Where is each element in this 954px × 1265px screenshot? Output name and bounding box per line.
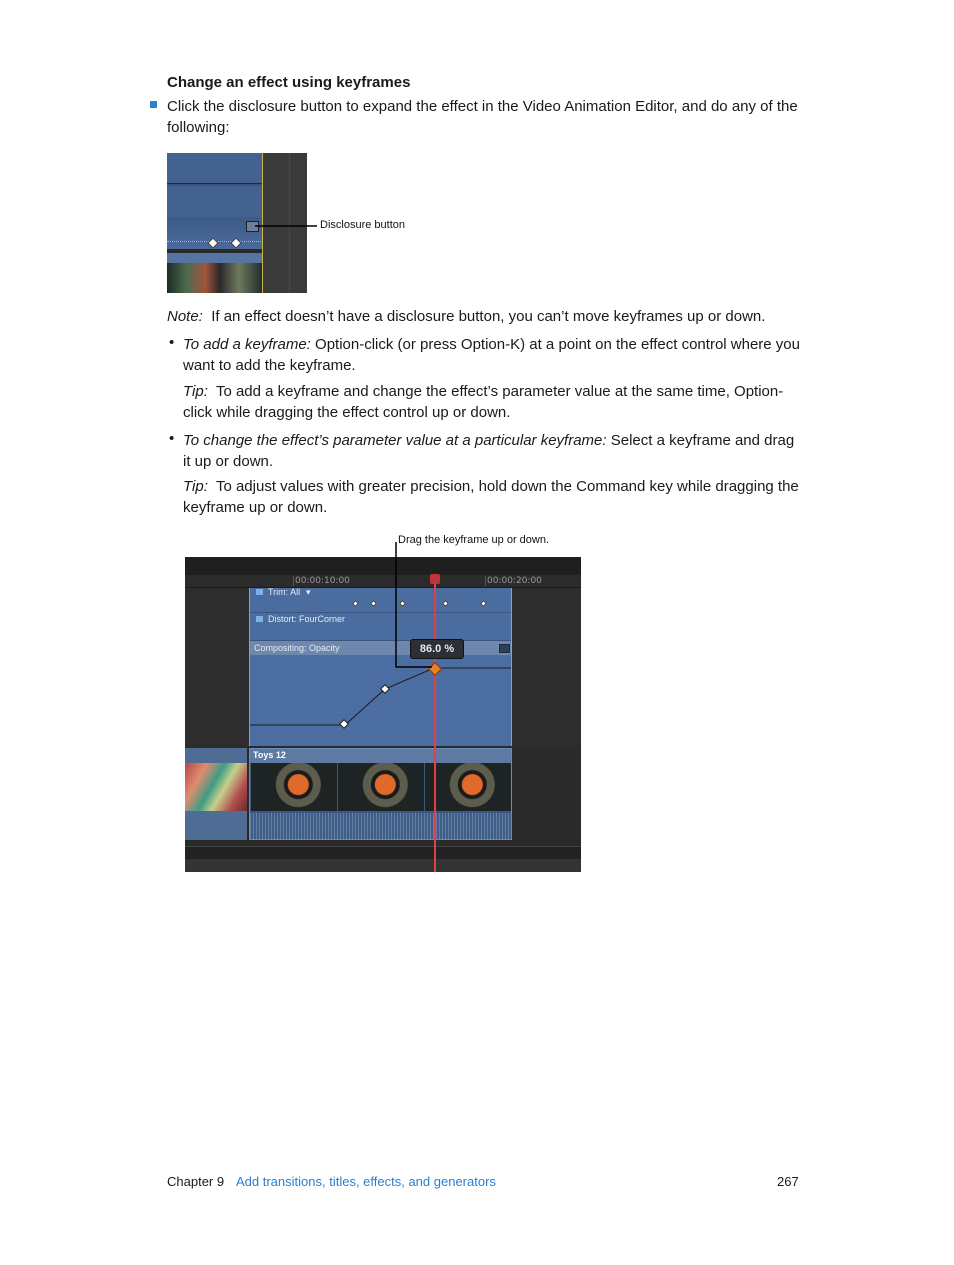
opacity-label: Compositing: Opacity bbox=[254, 643, 340, 653]
bullet-text: Option-click (or press Option-K) at a point on the effect control where you want to add the keyframe. bbox=[183, 336, 800, 374]
square-bullet-icon bbox=[150, 101, 157, 108]
timeline-bottom-bar bbox=[185, 846, 581, 859]
clip-title: Toys 12 bbox=[253, 750, 286, 760]
callout-line bbox=[255, 220, 325, 232]
effect-row bbox=[167, 153, 263, 183]
opacity-curve bbox=[249, 641, 512, 746]
effect-row bbox=[167, 186, 263, 217]
tip-text: To adjust values with greater precision, hold down the Command key while dragging the keyframe up or down. bbox=[183, 478, 799, 516]
timecode-label: 00:00:20:00 bbox=[487, 576, 542, 586]
clip-filmstrip bbox=[167, 263, 263, 293]
distort-label: Distort: FourCorner bbox=[268, 614, 346, 624]
note-label: Note: bbox=[167, 308, 203, 325]
effect-checkbox-icon[interactable] bbox=[256, 616, 263, 622]
clip-thumbnail bbox=[338, 763, 424, 811]
tip-paragraph bbox=[183, 381, 803, 423]
bullet-marker: • bbox=[169, 430, 175, 447]
section-heading: Change an effect using keyframes bbox=[167, 74, 411, 91]
bullet-marker: • bbox=[169, 334, 175, 351]
timeline-background bbox=[512, 588, 581, 746]
bullet-add-keyframe bbox=[183, 334, 803, 376]
effect-checkbox-icon[interactable] bbox=[256, 589, 263, 595]
trim-menu-chevron-icon[interactable]: ▾ bbox=[306, 587, 311, 597]
disclosure-callout: Disclosure button bbox=[320, 219, 405, 231]
tip-label: Tip: bbox=[183, 383, 208, 400]
timeline-toolbar bbox=[185, 557, 581, 575]
clip-header bbox=[167, 253, 263, 263]
clip-thumbnail bbox=[251, 763, 337, 811]
bullet-text: Select a keyframe and drag it up or down. bbox=[183, 432, 795, 470]
clip-edge bbox=[249, 588, 250, 746]
ruler-tick bbox=[293, 576, 294, 586]
tip-paragraph bbox=[183, 476, 803, 518]
animation-editor-figure bbox=[185, 557, 581, 872]
page-number: 267 bbox=[777, 1174, 799, 1189]
clip-edge bbox=[511, 588, 512, 746]
clip-thumbnail bbox=[425, 763, 511, 811]
note-text: If an effect doesn’t have a disclosure button, you can’t move keyframes up or down. bbox=[211, 308, 766, 325]
clip-header bbox=[250, 749, 511, 763]
intro-paragraph: Click the disclosure button to expand the effect in the Video Animation Editor, and do any of the following: bbox=[167, 98, 798, 136]
tip-label: Tip: bbox=[183, 478, 208, 495]
bullet-lead: To change the effect’s parameter value at a particular keyframe: bbox=[183, 432, 607, 449]
audio-waveform bbox=[250, 813, 511, 839]
timecode-label: 00:00:10:00 bbox=[295, 576, 350, 586]
clip-thumbnail bbox=[185, 763, 247, 811]
footer-chapter-link[interactable]: Add transitions, titles, effects, and generators bbox=[236, 1174, 496, 1189]
value-tooltip: 86.0 % bbox=[410, 639, 464, 659]
drag-callout: Drag the keyframe up or down. bbox=[398, 534, 550, 546]
timeline-background bbox=[185, 588, 249, 746]
trim-label: Trim: All bbox=[268, 587, 301, 597]
footer-chapter: Chapter 9 bbox=[167, 1174, 225, 1189]
callout-line bbox=[394, 542, 454, 672]
tip-text: To add a keyframe and change the effect’s parameter value at the same time, Option-click while dragging the effect control up or down. bbox=[183, 383, 784, 421]
bullet-change-value bbox=[183, 430, 803, 472]
note-paragraph bbox=[167, 306, 817, 327]
ruler-tick bbox=[485, 576, 486, 586]
bullet-lead: To add a keyframe: bbox=[183, 336, 311, 353]
